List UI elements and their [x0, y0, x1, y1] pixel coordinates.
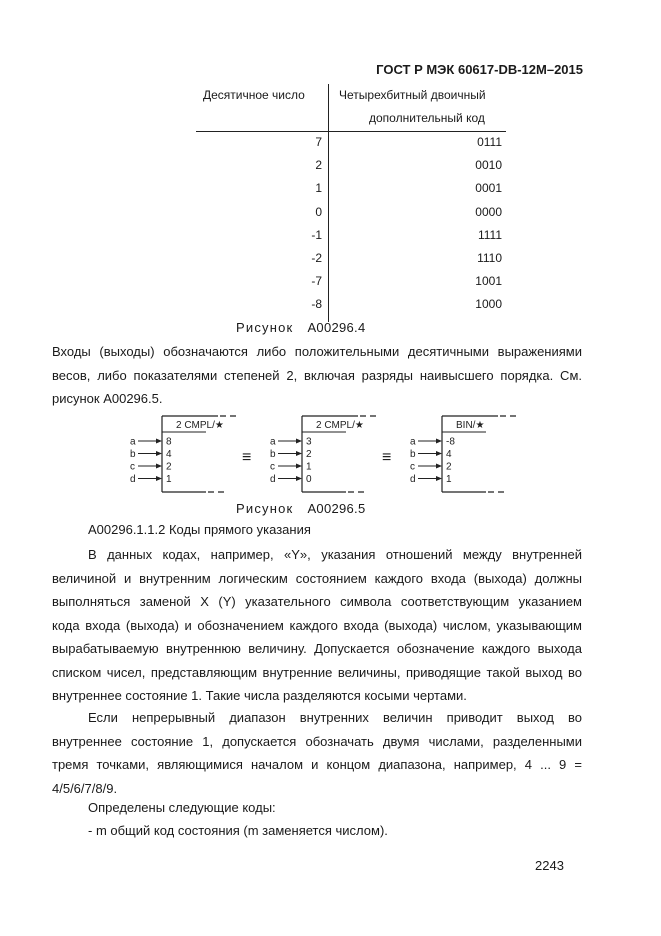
para-line: вырабатываемую внутреннюю величину. Допускается обозначение каждого выхода: [52, 641, 582, 656]
para-line: 4/5/6/7/8/9.: [52, 780, 118, 796]
arrow-icon: [156, 476, 162, 481]
logic-block: [270, 416, 378, 492]
figure1-caption: [236, 320, 366, 335]
block-input-label: b: [270, 449, 276, 460]
arrow-icon: [296, 464, 302, 469]
para-line: величиной и внутренним логическим состоянием каждого входа (выхода) должны: [52, 570, 582, 586]
figure1-label: Рисунок: [236, 320, 294, 335]
arrow-icon: [436, 451, 442, 456]
table-header-binary-line2: дополнительный код: [369, 111, 485, 125]
table-vertical-rule: [328, 84, 329, 322]
arrow-icon: [156, 439, 162, 444]
arrow-icon: [296, 451, 302, 456]
para-line: списком чисел, представляющим внутренние величины, приводящие такой выход во: [52, 664, 582, 680]
para-line: внутреннее состояние 1. Такие числа разделяются косыми чертами.: [52, 688, 467, 703]
para-line: Входы (выходы) обозначаются либо положительными десятичными выражениями: [52, 344, 582, 359]
logic-diagram: [120, 410, 520, 500]
block-input-weight: 0: [306, 474, 312, 485]
para-line: В данных кодах, например, «Y», указания отношений между внутренней: [88, 547, 582, 562]
table-cell-decimal: -2: [311, 251, 322, 265]
paragraph-codes-defined: Определены следующие коды:: [88, 800, 276, 815]
page-number: 2243: [535, 858, 564, 873]
block-input-weight: 1: [306, 461, 312, 473]
para-line: кода входа (выхода) и обозначением каждого входа (выхода) числом, указывающим: [52, 617, 582, 633]
block-input-weight: 4: [166, 449, 172, 460]
para-line: весов, либо показателями степеней 2, включая разряды наивысшего порядка. См.: [52, 367, 582, 383]
equivalence-icon: ≡: [242, 449, 252, 466]
block-input-weight: 2: [446, 461, 452, 473]
table-cell-binary: 0001: [475, 181, 502, 196]
block-input-label: d: [270, 474, 276, 485]
paragraph-range: [52, 706, 582, 800]
document-header: ГОСТ Р МЭК 60617-DB-12M–2015: [376, 62, 583, 77]
figure1-id: A00296.4: [307, 320, 366, 335]
arrow-icon: [436, 464, 442, 469]
table-cell-decimal: 0: [315, 204, 322, 219]
table-cell-decimal: -8: [311, 297, 322, 312]
para-line: рисунок А00296.5.: [52, 391, 163, 406]
arrow-icon: [156, 464, 162, 469]
section-title: А00296.1.1.2 Коды прямого указания: [88, 522, 311, 537]
table-horizontal-rule: [196, 131, 506, 132]
block-input-weight: 1: [166, 474, 172, 485]
para-line: внутреннее состояние 1, допускается обозначать двумя числами, разделенными: [52, 733, 582, 749]
table-header-binary-line1: Четырехбитный двоичный: [339, 88, 486, 102]
table-cell-decimal: -1: [311, 227, 322, 242]
figure2-label: Рисунок: [236, 501, 294, 516]
block-input-label: c: [270, 461, 275, 473]
table-cell-binary: 1110: [477, 251, 502, 265]
block-input-weight: 2: [166, 461, 172, 473]
block-input-weight: 8: [166, 436, 172, 448]
logic-block: [130, 416, 238, 492]
para-line: Если непрерывный диапазон внутренних величин приводит выход во: [88, 710, 582, 725]
arrow-icon: [296, 476, 302, 481]
block-input-label: a: [130, 436, 136, 448]
block-input-label: d: [410, 474, 416, 485]
block-input-label: c: [130, 461, 135, 473]
block-input-label: a: [410, 436, 416, 448]
table-cell-binary: 1111: [477, 227, 502, 242]
block-input-weight: 3: [306, 436, 312, 448]
logic-block: [410, 416, 518, 492]
table-cell-binary: 0111: [477, 135, 502, 149]
para-line: тремя точками, являющимися началом и концом диапазона, например, 4 ... 9 =: [52, 757, 582, 772]
block-input-label: c: [410, 461, 415, 473]
block-title: BIN/★: [456, 420, 485, 431]
table-cell-decimal: 7: [315, 135, 322, 149]
table-cell-decimal: 2: [315, 158, 322, 173]
block-input-label: d: [130, 474, 136, 485]
table-header-decimal: Десятичное число: [203, 88, 305, 102]
arrow-icon: [436, 439, 442, 444]
block-input-label: a: [270, 436, 276, 448]
block-input-weight: -8: [446, 436, 455, 448]
arrow-icon: [156, 451, 162, 456]
table-cell-binary: 1001: [475, 274, 502, 289]
block-input-weight: 1: [446, 474, 452, 485]
block-title: 2 CMPL/★: [176, 420, 224, 431]
table-cell-binary: 0010: [475, 158, 502, 173]
arrow-icon: [296, 439, 302, 444]
para-line: выполняться заменой X (Y) указательного символа соответствующим указанием: [52, 594, 582, 609]
table-cell-decimal: -7: [311, 274, 322, 289]
block-input-weight: 4: [446, 449, 452, 460]
table-cell-binary: 1000: [475, 297, 502, 312]
block-input-label: b: [410, 449, 416, 460]
paragraph-code-m: - m общий код состояния (m заменяется числом).: [88, 823, 388, 838]
arrow-icon: [436, 476, 442, 481]
figure2-id: A00296.5: [307, 501, 366, 516]
block-input-weight: 2: [306, 449, 312, 460]
table-cell-decimal: 1: [315, 181, 322, 196]
figure2-caption: [236, 501, 366, 516]
paragraph-direct-codes: [52, 543, 582, 708]
block-title: 2 CMPL/★: [316, 420, 364, 431]
equivalence-icon: ≡: [382, 449, 392, 466]
block-input-label: b: [130, 449, 136, 460]
paragraph-inputs-outputs: [52, 340, 582, 411]
table-cell-binary: 0000: [475, 204, 502, 219]
